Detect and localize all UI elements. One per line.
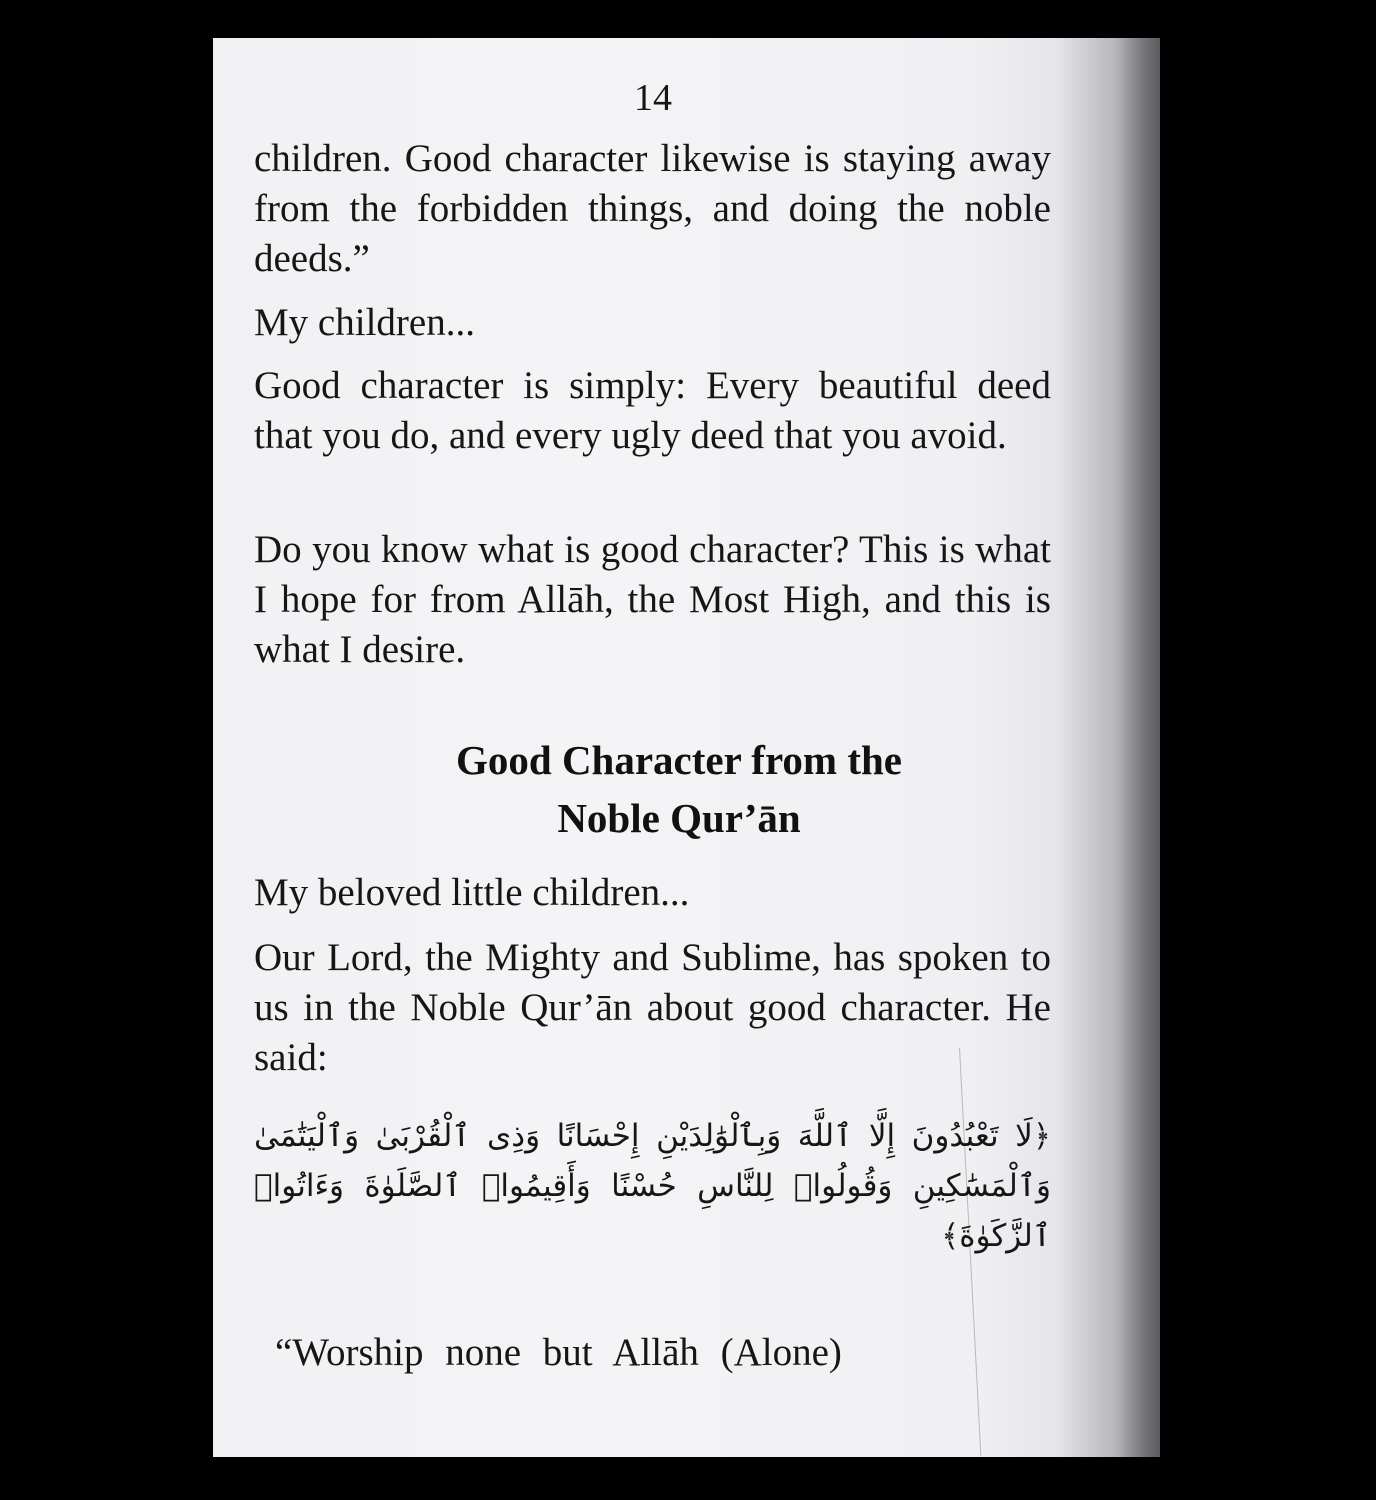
paragraph-our-lord: Our Lord, the Mighty and Sublime, has spoken to us in the Noble Qur’ān about good character. He said:: [254, 936, 1051, 1079]
arabic-quran-verse: ﴿لَا تَعْبُدُونَ إِلَّا ٱللَّهَ وَبِٱلْوَٰلِدَيْنِ إِحْسَانًا وَذِى ٱلْقُرْبَىٰ وَٱلْيَتَٰمَىٰ وَٱلْمَسَٰكِينِ وَقُولُوا۟ لِلنَّاسِ حُسْنًا وَأَقِيمُوا۟ ٱلصَّلَوٰةَ وَءَاتُوا۟ ٱلزَّكَوٰةَ﴾: [254, 1118, 1051, 1254]
paragraph-beloved-children: My beloved little children...: [254, 871, 690, 914]
section-heading-line-2: Noble Qur’ān: [557, 795, 801, 841]
page-number: 14: [634, 77, 672, 119]
book-page: [213, 38, 1160, 1457]
paragraph-continuation: children. Good character likewise is staying away from the forbidden things, and doing the noble deeds.”: [254, 137, 1051, 280]
paragraph-hope: Do you know what is good character? This is what I hope for from Allāh, the Most High, and this is what I desire.: [254, 528, 1051, 671]
translation-text: “Worship none but Allāh (Alone): [275, 1331, 842, 1374]
section-heading-line-1: Good Character from the: [456, 737, 902, 783]
paragraph-my-children: My children...: [254, 301, 475, 344]
paragraph-good-character-definition: Good character is simply: Every beautiful deed that you do, and every ugly deed that you avoid.: [254, 364, 1051, 457]
